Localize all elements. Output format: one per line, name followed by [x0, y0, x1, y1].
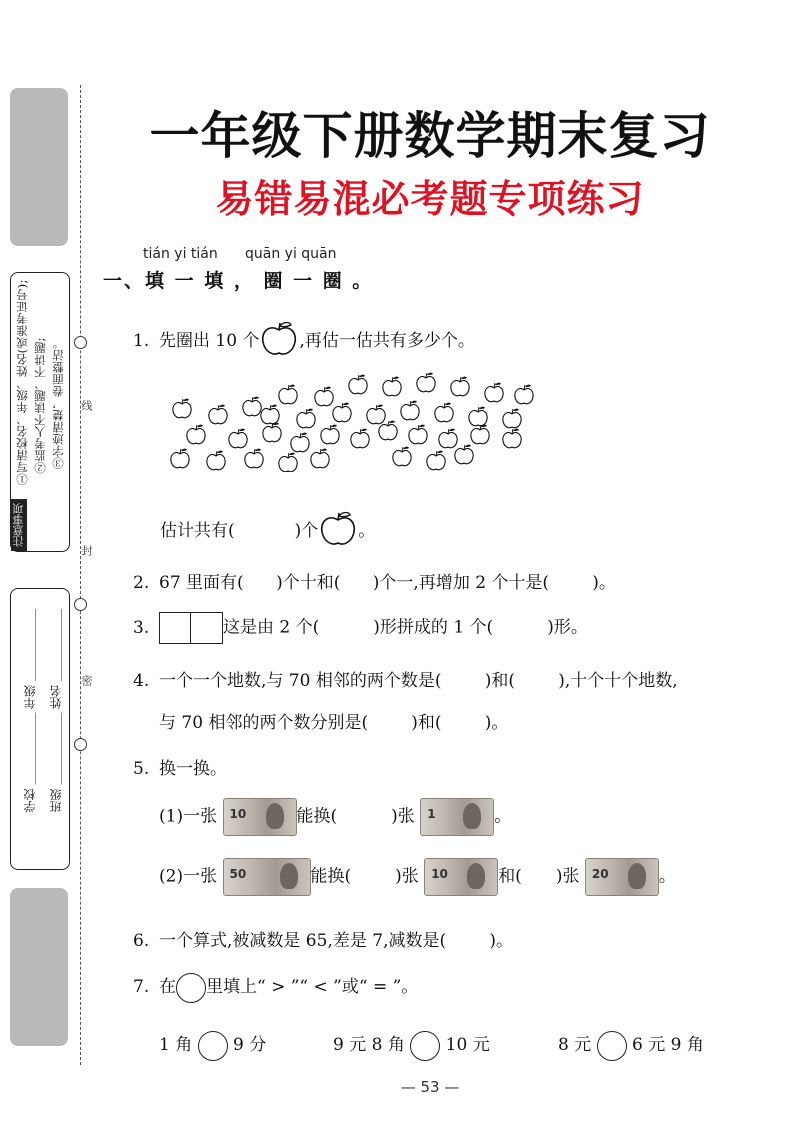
- pinyin-tian: tián yi tián: [143, 246, 218, 262]
- notice-heading: 注意事项: [11, 499, 27, 551]
- question-7: [133, 972, 418, 1003]
- apple-icon: [417, 373, 435, 392]
- apple-icon: [393, 447, 411, 466]
- question-3-text: 这是由 2 个( )形拼成的 1 个( )形。: [223, 617, 588, 638]
- estimate-text-a: 估计共有(: [160, 521, 235, 541]
- portrait-icon: [266, 803, 284, 829]
- question-5: [133, 754, 227, 779]
- binding-hole: [74, 598, 87, 611]
- apple-icon: [455, 445, 473, 464]
- apple-icon: [297, 409, 315, 428]
- student-info-box: [10, 588, 70, 870]
- page-subtitle: 易错易混必考题专项练习: [215, 177, 645, 221]
- question-4-line-1: 一个一个地数,与 70 相邻的两个数是( )和( ),十个十个地数,: [159, 671, 678, 691]
- apple-icon: [171, 449, 189, 468]
- question-number: 4.: [133, 671, 150, 691]
- question-2-text: 67 里面有( )个十和( )个一,再增加 2 个十是( )。: [159, 573, 616, 593]
- compare-answer-circle[interactable]: [198, 1031, 228, 1061]
- binding-hole: [74, 738, 87, 751]
- question-5-sub-2: [159, 858, 676, 896]
- sub-2-mid: 能换(: [310, 866, 352, 887]
- sub-1-tail: 。: [494, 806, 512, 827]
- sub-1-mid: 能换(: [296, 806, 338, 827]
- apple-icon: [435, 403, 453, 422]
- apple-icon: [243, 397, 261, 416]
- compare-answer-circle[interactable]: [597, 1031, 627, 1061]
- portrait-icon: [628, 863, 646, 889]
- question-number: 1.: [133, 331, 150, 351]
- question-number: 2.: [133, 573, 150, 593]
- question-1-text-b: ,再估一估共有多少个。: [299, 331, 475, 351]
- compare-answer-circle[interactable]: [410, 1031, 440, 1061]
- question-6: [133, 926, 513, 951]
- binding-hole: [74, 336, 87, 349]
- apple-icon: [451, 377, 469, 396]
- apple-icon: [401, 401, 419, 420]
- notice-box: [10, 272, 70, 552]
- banknote-value: 50: [229, 867, 247, 881]
- apple-icon: [311, 449, 329, 468]
- class-name-field[interactable]: 班级 ＿＿＿＿＿＿ 姓名 ＿＿＿＿＿＿: [49, 609, 63, 813]
- question-1: [133, 320, 475, 363]
- compare-right: 10 元: [445, 1035, 490, 1055]
- apple-icon: [351, 429, 369, 448]
- school-grade-field[interactable]: 学校 ＿＿＿＿＿＿ 年级 ＿＿＿＿＿＿: [23, 609, 37, 813]
- apple-icon: [383, 377, 401, 396]
- question-number: 5.: [133, 759, 150, 779]
- question-number: 6.: [133, 931, 150, 951]
- apple-icon: [439, 429, 457, 448]
- banknote-value: 20: [591, 867, 609, 881]
- apple-icon: [263, 423, 281, 442]
- banknote-value: 1: [427, 807, 436, 821]
- compare-item-3: [558, 1030, 704, 1061]
- estimate-text-b: )个: [294, 521, 319, 541]
- apple-icon: [485, 383, 503, 402]
- page-number: — 53 —: [400, 1078, 460, 1096]
- apple-icon: [427, 451, 445, 470]
- apple-icon: [291, 433, 309, 452]
- compare-right: 6 元 9 角: [632, 1035, 704, 1055]
- question-1-text-a: 先圈出 10 个: [159, 331, 260, 351]
- notice-line-1: ①写清校名、年级、姓名(或准考证号);: [15, 279, 29, 486]
- compare-left: 9 元 8 角: [333, 1035, 405, 1055]
- compare-item-1: [159, 1030, 266, 1061]
- apple-icon: [259, 320, 299, 363]
- apple-icon: [315, 387, 333, 406]
- apple-icon: [229, 429, 247, 448]
- sub-2-mid3: 和(: [498, 866, 522, 887]
- apple-icon: [318, 510, 358, 553]
- question-4-line-2: 与 70 相邻的两个数分别是( )和( )。: [159, 713, 509, 733]
- compare-circle-sample: [176, 973, 206, 1003]
- sub-1-end: )张: [391, 806, 415, 827]
- apple-icon: [279, 453, 297, 472]
- binding-dash-line: [80, 85, 81, 1065]
- question-2: [133, 568, 616, 593]
- notice-line-3: ③字迹清楚，卷面整洁。: [51, 337, 65, 469]
- sub-2-label: (2)一张: [159, 866, 218, 887]
- secret-line-char: 密: [80, 675, 93, 686]
- section-heading: 一、填 一 填 ， 圈 一 圈 。: [103, 270, 374, 292]
- apple-icon: [515, 385, 533, 404]
- question-5-text: 换一换。: [159, 759, 227, 779]
- apple-icon: [279, 385, 297, 404]
- sub-2-end: )张: [555, 866, 580, 887]
- compare-left: 1 角: [159, 1035, 193, 1055]
- portrait-icon: [280, 863, 298, 889]
- question-number: 7.: [133, 977, 150, 997]
- two-squares-figure: [159, 612, 223, 644]
- apple-icon: [367, 405, 385, 424]
- pinyin-quan: quān yi quān: [245, 246, 337, 262]
- question-4: [133, 666, 678, 691]
- sub-2-tail: 。: [658, 866, 676, 887]
- apple-icon: [379, 421, 397, 440]
- portrait-icon: [463, 803, 481, 829]
- apple-icon: [469, 407, 487, 426]
- banknote-image: [424, 858, 498, 896]
- portrait-icon: [467, 863, 485, 889]
- apple-icon: [173, 399, 191, 418]
- apple-icon: [471, 425, 489, 444]
- compare-item-2: [333, 1030, 490, 1061]
- apple-icon: [207, 451, 225, 470]
- apple-icon: [349, 375, 367, 394]
- cut-line-char: 线: [80, 400, 93, 411]
- apple-icon: [245, 449, 263, 468]
- margin-gray-block-bottom: [10, 888, 68, 1046]
- apple-icon: [503, 409, 521, 428]
- question-3: [133, 612, 588, 644]
- question-7-text-a: 在: [159, 977, 176, 997]
- apple-cluster: [160, 372, 560, 472]
- estimate-text-end: 。: [358, 521, 376, 541]
- banknote-value: 10: [431, 867, 448, 881]
- question-1-estimate: [160, 510, 375, 553]
- sub-2-mid2: )张: [395, 866, 419, 887]
- apple-icon: [209, 405, 227, 424]
- banknote-image: [223, 858, 311, 896]
- banknote-image: [585, 858, 659, 896]
- page-title: 一年级下册数学期末复习: [149, 107, 711, 165]
- question-7-text-b: 里填上“ > ”“ < ”或“ = ”。: [206, 977, 419, 997]
- apple-icon: [187, 425, 205, 444]
- compare-left: 8 元: [558, 1035, 592, 1055]
- apple-icon: [409, 425, 427, 444]
- question-6-text: 一个算式,被减数是 65,差是 7,减数是( )。: [159, 931, 513, 951]
- question-number: 3.: [133, 617, 150, 638]
- notice-line-2: ②监考人不读题、不讲题;: [33, 337, 47, 474]
- seal-line-char: 封: [80, 545, 93, 556]
- sub-1-label: (1)一张: [159, 806, 218, 827]
- compare-right: 9 分: [233, 1035, 267, 1055]
- banknote-image: [223, 798, 297, 836]
- apple-icon: [321, 425, 339, 444]
- question-5-sub-1: [159, 798, 511, 836]
- apple-icon: [333, 403, 351, 422]
- apple-icon: [261, 405, 279, 424]
- banknote-image: [420, 798, 494, 836]
- banknote-value: 10: [229, 807, 247, 821]
- apple-icon: [503, 429, 521, 448]
